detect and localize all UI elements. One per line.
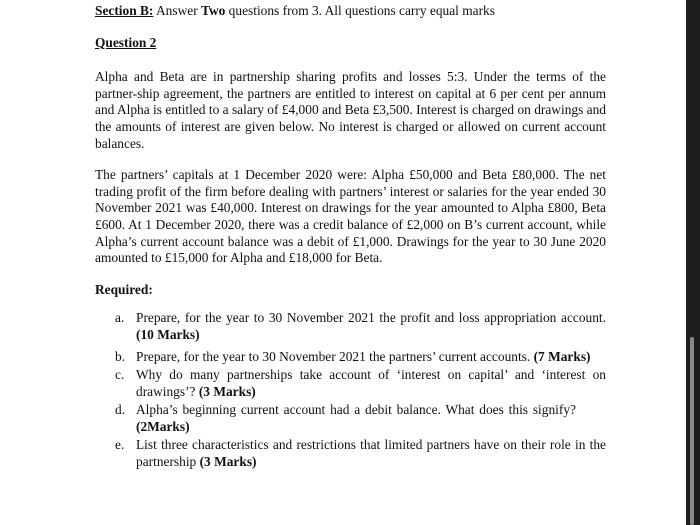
item-marks: (7 Marks) — [533, 348, 591, 364]
item-text: List three characteristics and restrictions that limited partners have on their role in the partnership — [136, 437, 606, 470]
list-item — [95, 349, 606, 366]
section-text: Answer — [153, 3, 202, 18]
list-item — [95, 437, 606, 470]
item-letter: c. — [115, 367, 125, 383]
section-text-rest: questions from 3. All questions carry equal marks — [225, 3, 495, 18]
item-marks: (3 Marks) — [198, 383, 256, 399]
paragraph-1: Alpha and Beta are in partnership sharing profits and losses 5:3. Under the terms of the partner-ship agreement, the partners are entitled to interest on capital at 6 per cent per annum and Alpha is entitled to a salary of £4,000 and Beta £3,500. Interest is charged on drawings and the amounts of interest are given below. No interest is charged or allowed on current account balances. — [95, 69, 606, 151]
item-letter: b. — [115, 348, 126, 364]
scrollbar-thumb[interactable] — [690, 337, 694, 525]
item-letter: d. — [115, 402, 126, 418]
item-text: Prepare, for the year to 30 November 2021 the profit and loss appropriation account. — [136, 310, 606, 326]
item-marks: (10 Marks) — [136, 326, 200, 342]
required-label: Required: — [95, 281, 153, 297]
item-text: Why do many partnerships take account of ‘interest on capital’ and ‘interest on drawings’? — [136, 367, 606, 399]
list-item — [95, 367, 606, 400]
list-item — [95, 402, 606, 435]
item-marks: (2Marks) — [136, 418, 190, 434]
item-text: Prepare, for the year to 30 November 2021 the partners’ current accounts. — [136, 348, 534, 364]
paragraph-2: The partners’ capitals at 1 December 2020 were: Alpha £50,000 and Beta £80,000. The net trading profit of the firm before dealing with partners’ interest or salaries for the year ended 30 November 2021 was £40,000. Interest on drawings for the year amounted to Alpha £800, Beta £600. At 1 December 2020, there was a credit balance of £2,000 on B’s current account, while Alpha’s current account balance was a debit of £1,000. Drawings for the year to 30 June 2020 amounted to £15,000 for Alpha and £18,000 for Beta. — [95, 167, 606, 266]
document-page — [95, 3, 606, 473]
item-marks: (3 Marks) — [199, 454, 257, 470]
list-item — [95, 310, 606, 343]
item-letter: a. — [115, 310, 125, 326]
section-bold: Two — [201, 3, 226, 18]
required-list — [95, 310, 606, 470]
item-text: Alpha’s beginning current account had a debit balance. What does this signify? — [136, 402, 576, 418]
question-title: Question 2 — [95, 34, 157, 50]
section-label: Section B: — [95, 3, 154, 18]
section-heading — [95, 3, 606, 20]
item-letter: e. — [115, 437, 125, 453]
